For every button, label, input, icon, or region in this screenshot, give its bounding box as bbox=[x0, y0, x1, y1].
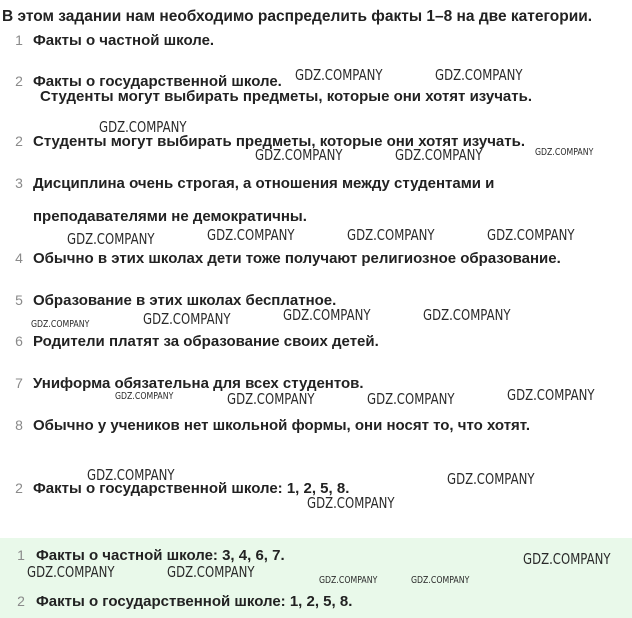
watermark: GDZ.COMPANY bbox=[307, 494, 395, 512]
watermark: GDZ.COMPANY bbox=[31, 319, 90, 330]
watermark: GDZ.COMPANY bbox=[67, 230, 155, 248]
fact-text: Обычно у учеников нет школьной формы, они носят то, что хотят. bbox=[33, 417, 530, 434]
fact-text: преподавателями не демократичны. bbox=[33, 208, 307, 225]
watermark: GDZ.COMPANY bbox=[143, 310, 231, 328]
fact-number: 2 bbox=[15, 133, 23, 149]
answer-number: 2 bbox=[15, 480, 23, 496]
watermark: GDZ.COMPANY bbox=[487, 226, 575, 244]
watermark: GDZ.COMPANY bbox=[207, 226, 295, 244]
intro-text: В этом задании нам необходимо распределить факты 1–8 на две категории. bbox=[2, 8, 593, 25]
watermark: GDZ.COMPANY bbox=[115, 391, 174, 402]
answer-number: 2 bbox=[17, 593, 25, 609]
category-text: Факты о частной школе. bbox=[33, 32, 215, 49]
watermark: GDZ.COMPANY bbox=[411, 575, 470, 586]
category-number: 2 bbox=[15, 73, 23, 89]
watermark: GDZ.COMPANY bbox=[367, 390, 455, 408]
watermark: GDZ.COMPANY bbox=[283, 306, 371, 324]
answer-text: Факты о частной школе: 3, 4, 6, 7. bbox=[36, 547, 285, 564]
fact-text: Родители платят за образование своих детей. bbox=[33, 333, 379, 350]
fact-number: 8 bbox=[15, 417, 23, 433]
fact-text: Образование в этих школах бесплатное. bbox=[33, 292, 337, 309]
fact-text: Униформа обязательна для всех студентов. bbox=[33, 375, 364, 392]
watermark: GDZ.COMPANY bbox=[435, 66, 523, 84]
fact-number: 6 bbox=[15, 333, 23, 349]
watermark: GDZ.COMPANY bbox=[347, 226, 435, 244]
watermark: GDZ.COMPANY bbox=[227, 390, 315, 408]
answer-text: Факты о государственной школе: 1, 2, 5, 8. bbox=[36, 593, 353, 610]
watermark: GDZ.COMPANY bbox=[27, 563, 115, 581]
watermark: GDZ.COMPANY bbox=[523, 550, 611, 568]
answer-number: 1 bbox=[17, 547, 25, 563]
answer-text: Факты о государственной школе: 1, 2, 5, 8. bbox=[33, 480, 350, 497]
watermark: GDZ.COMPANY bbox=[319, 575, 378, 586]
category-number: 1 bbox=[15, 32, 23, 48]
watermark: GDZ.COMPANY bbox=[535, 147, 594, 158]
watermark: GDZ.COMPANY bbox=[423, 306, 511, 324]
category-text: Факты о государственной школе. bbox=[33, 73, 282, 90]
clipped-text-line bbox=[40, 88, 532, 108]
fact-number: 5 bbox=[15, 292, 23, 308]
watermark: GDZ.COMPANY bbox=[507, 386, 595, 404]
watermark: GDZ.COMPANY bbox=[447, 470, 535, 488]
fact-number: 4 bbox=[15, 250, 23, 266]
watermark: GDZ.COMPANY bbox=[87, 466, 175, 484]
watermark: GDZ.COMPANY bbox=[167, 563, 255, 581]
fact-number: 7 bbox=[15, 375, 23, 391]
fact-number: 3 bbox=[15, 175, 23, 191]
fact-text: Обычно в этих школах дети тоже получают религиозное образование. bbox=[33, 250, 561, 267]
clipped-text: Студенты могут выбирать предметы, которые они хотят изучать. bbox=[40, 88, 532, 105]
fact-text: Дисциплина очень строгая, а отношения между студентами и bbox=[33, 175, 495, 192]
watermark: GDZ.COMPANY bbox=[295, 66, 383, 84]
watermark: GDZ.COMPANY bbox=[99, 118, 187, 136]
watermark: GDZ.COMPANY bbox=[255, 146, 343, 164]
watermark: GDZ.COMPANY bbox=[395, 146, 483, 164]
fact-text: Студенты могут выбирать предметы, которые они хотят изучать. bbox=[33, 133, 525, 150]
